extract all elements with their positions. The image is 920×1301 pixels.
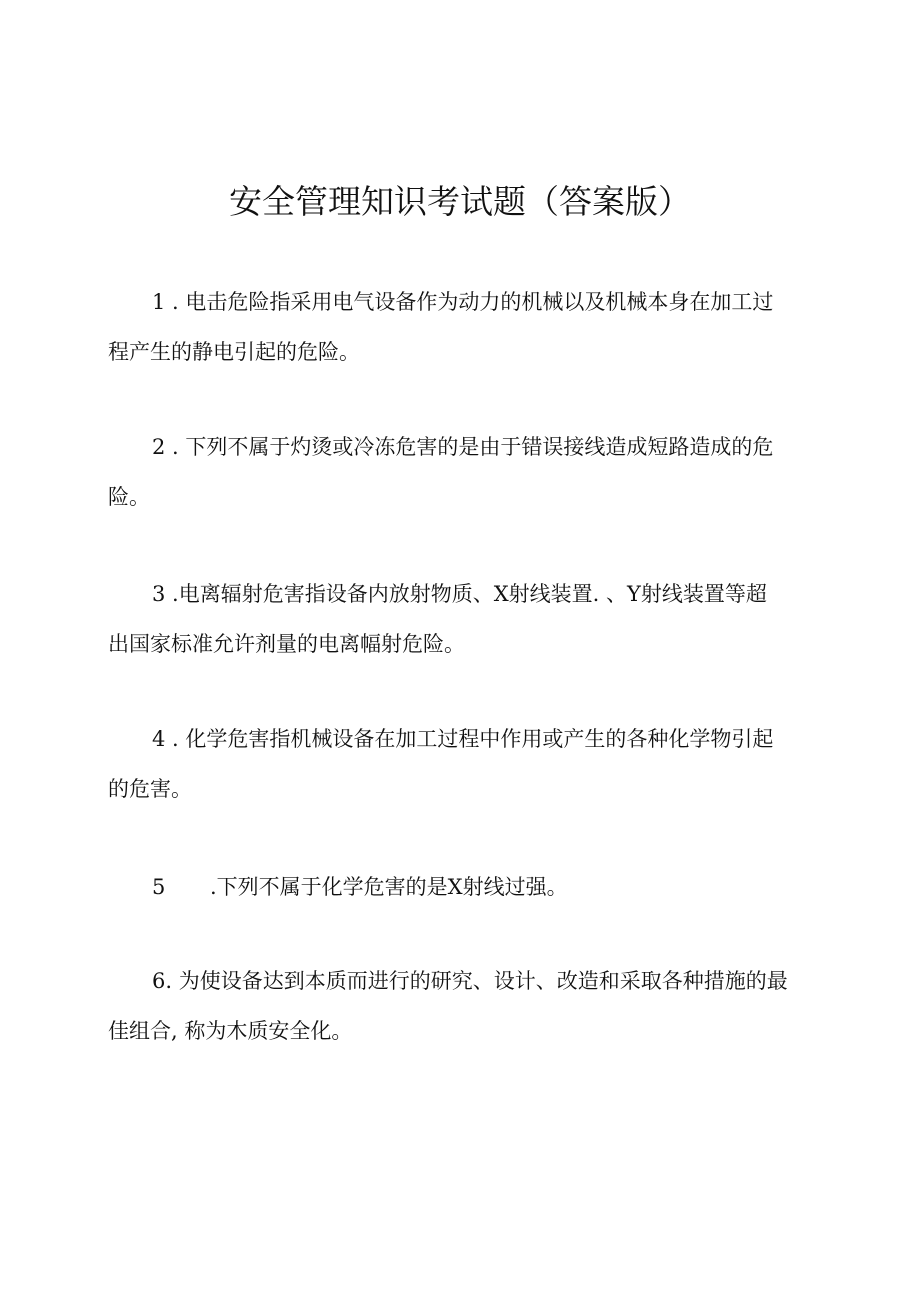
question-3-line-2: 出国家标准允许剂量的电离幅射危险。 [108, 632, 465, 656]
question-5-text: .下列不属于化学危害的是X射线过强。 [210, 875, 568, 899]
question-3 [108, 569, 808, 669]
page-title: 安全管理知识考试题（答案版） [229, 182, 691, 221]
question-1 [108, 277, 808, 377]
question-2-line-2: 险。 [108, 485, 150, 509]
question-4-line-1: 4 . 化学危害指机械设备在加工过程中作用或产生的各种化学物引起 [152, 727, 774, 751]
question-2 [108, 422, 808, 522]
question-1-line-1: 1 . 电击危险指采用电气设备作为动力的机械以及机械本身在加工过 [152, 290, 774, 314]
question-4-line-2: 的危害。 [108, 777, 192, 801]
question-1-line-2: 程产生的静电引起的危险。 [108, 340, 360, 364]
question-2-line-1: 2 . 下列不属于灼烫或冷冻危害的是由于错误接线造成短路造成的危 [152, 435, 774, 459]
question-5-number: 5 [152, 875, 166, 899]
question-4 [108, 714, 808, 814]
question-6 [108, 956, 808, 1056]
question-3-line-1: 3 .电离辐射危害指设备内放射物质、X射线装置. 、Y射线装置等超 [152, 582, 767, 606]
question-6-line-2: 佳组合, 称为木质安全化。 [108, 1019, 353, 1043]
question-5 [108, 862, 808, 912]
question-6-line-1: 6. 为使设备达到本质而进行的研究、设计、改造和采取各种措施的最 [152, 969, 788, 993]
question-5-line-1 [108, 862, 808, 912]
